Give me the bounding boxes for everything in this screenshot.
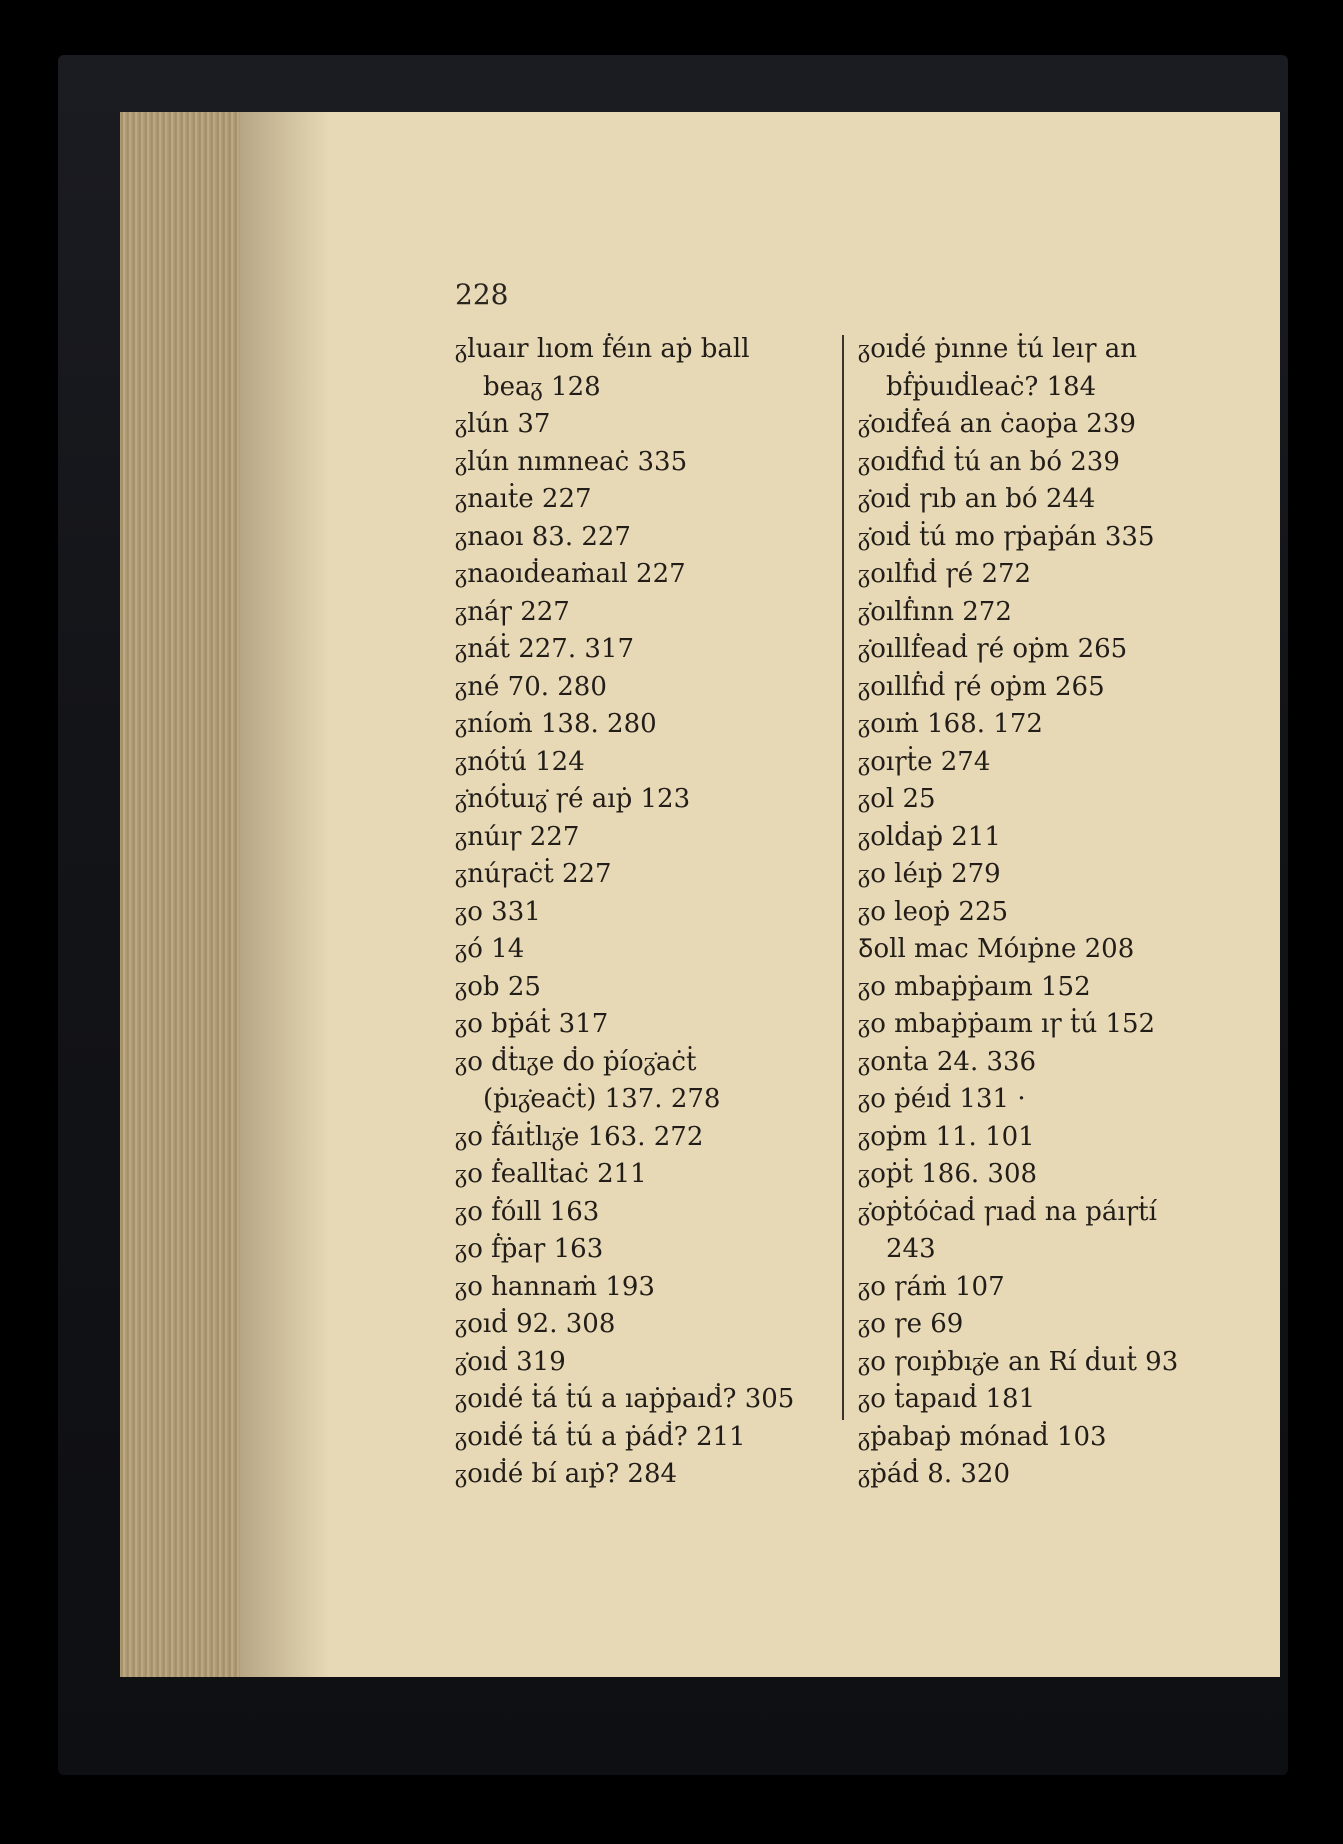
- index-entry: 243: [886, 1234, 936, 1264]
- index-entry: ᵹnaoı 83. 227: [455, 521, 631, 552]
- index-entry: ᵹoıꞅṫe 274: [858, 746, 991, 777]
- index-entry: ᵹo mbaṗṗaım ıꞅ ṫú 152: [858, 1009, 1156, 1039]
- index-entry: ᵹó 14: [455, 934, 525, 964]
- index-entry: ᵹol 25: [858, 784, 936, 814]
- index-entry: ᵹṗabaṗ mónaḋ 103: [858, 1421, 1107, 1452]
- index-entry: beaᵹ 128: [483, 371, 601, 402]
- index-entry: ᵹ̇oıḋ ṫú mo ꞅṗaṗán 335: [858, 521, 1155, 552]
- index-entry: ᵹnúꞅaċṫ 227: [455, 859, 612, 889]
- index-entry: ᵹo hannaṁ 193: [455, 1271, 655, 1302]
- index-entry: ᵹo ṗéıḋ 131 ·: [858, 1084, 1026, 1114]
- index-entry: ᵹoıḋé bí aıṗ? 284: [455, 1459, 678, 1489]
- index-entry: ᵹníoṁ 138. 280: [455, 709, 657, 739]
- index-entry: ᵹo leoṗ 225: [858, 896, 1009, 927]
- index-entry: ᵹoıḋé ṫá ṫú a ṗáḋ? 211: [455, 1421, 746, 1452]
- index-entry: ᵹnáꞅ 227: [455, 596, 570, 627]
- index-entry: ᵹoılḟıḋ ꞅé 272: [858, 559, 1032, 589]
- index-entry: ᵹ̇oıḋ 319: [455, 1346, 566, 1377]
- index-entry: ᵹ̇oṗṫóċaḋ ꞅıaḋ na páıꞅṫí: [858, 1196, 1157, 1227]
- index-entry: ᵹoıṁ 168. 172: [858, 709, 1043, 739]
- index-entry: ᵹonṫa 24. 336: [858, 1046, 1037, 1077]
- index-entry: ᵹo ꞅáṁ 107: [858, 1271, 1005, 1302]
- index-entry: ᵹnóṫú 124: [455, 746, 585, 777]
- index-entry: ᵹṗáḋ 8. 320: [858, 1459, 1011, 1489]
- index-entry: ᵹoıḋé ṗınne ṫú leıꞅ an: [858, 334, 1138, 364]
- index-entry: ᵹluaır lıom ḟéın aṗ ball: [455, 334, 750, 364]
- index-entry: ᵹ̇oıḋḟeá an ċaoṗa 239: [858, 409, 1136, 439]
- index-entry: ᵹo ḟeallṫaċ 211: [455, 1159, 647, 1189]
- index-entry: ᵹo ḟáıṫlıᵹ̇e 163. 272: [455, 1121, 704, 1152]
- index-column-left: [455, 331, 835, 1494]
- index-entry: (ṗıᵹ̇eaċṫ) 137. 278: [483, 1084, 721, 1114]
- index-entry: ᵹoıḋ 92. 308: [455, 1309, 616, 1339]
- index-entry: ᵹo léıṗ 279: [858, 859, 1001, 889]
- index-entry: ᵹo ḟṗaꞅ 163: [455, 1234, 604, 1264]
- index-entry: ᵹolḋaṗ 211: [858, 821, 1001, 852]
- index-entry: bḟṗuıḋleaċ? 184: [886, 371, 1097, 402]
- index-column-right: [858, 331, 1218, 1494]
- index-entry: ᵹ̇nóṫuıᵹ̇ ꞅé aıṗ 123: [455, 784, 691, 814]
- gutter-shadow: [240, 112, 330, 1677]
- index-entry: ᵹo 331: [455, 896, 541, 927]
- index-entry: ᵹoṗṫ 186. 308: [858, 1159, 1038, 1189]
- index-entry: ᵹ̇oıḋ ꞅıb an bó 244: [858, 484, 1096, 514]
- index-entry: ᵹlún nımneaċ 335: [455, 446, 688, 477]
- index-entry: ᵹnúıꞅ 227: [455, 821, 580, 852]
- index-entry: ᵹoṗm 11. 101: [858, 1121, 1035, 1152]
- page-number: 228: [455, 278, 509, 311]
- index-entry: ᵹnáṫ 227. 317: [455, 634, 634, 664]
- index-entry: ᵹné 70. 280: [455, 671, 607, 702]
- page-edges: [120, 112, 240, 1677]
- index-entry: ᵹob 25: [455, 971, 541, 1002]
- index-entry: ᵹo ḟóıll 163: [455, 1196, 600, 1227]
- index-entry: Ᵹoll mac Móıṗne 208: [858, 934, 1135, 964]
- index-entry: ᵹ̇oıllḟeaḋ ꞅé oṗm 265: [858, 634, 1128, 664]
- index-entry: ᵹo ꞅe 69: [858, 1309, 964, 1339]
- column-divider: [842, 335, 844, 1420]
- index-entry: ᵹoıḋḟıḋ ṫú an bó 239: [858, 446, 1120, 477]
- index-entry: ᵹ̇oılḟınn 272: [858, 596, 1012, 627]
- index-entry: ᵹo ḋṫıᵹe ḋo ṗíoᵹ̇aċṫ: [455, 1046, 697, 1077]
- index-entry: ᵹnaoıḋeaṁaıl 227: [455, 559, 686, 589]
- index-entry: ᵹo bṗáṫ 317: [455, 1009, 609, 1039]
- index-entry: ᵹo ṫapaıḋ 181: [858, 1384, 1036, 1414]
- index-entry: ᵹo ꞅoıṗbıᵹ̇e an Rí ḋuıṫ 93: [858, 1346, 1179, 1377]
- index-entry: ᵹnaıṫe 227: [455, 484, 592, 514]
- index-entry: ᵹoıḋé ṫá ṫú a ıaṗṗaıḋ? 305: [455, 1384, 795, 1414]
- index-entry: ᵹo mbaṗṗaım 152: [858, 971, 1091, 1002]
- index-entry: ᵹlún 37: [455, 409, 551, 439]
- index-entry: ᵹoıllḟıḋ ꞅé oṗm 265: [858, 671, 1105, 702]
